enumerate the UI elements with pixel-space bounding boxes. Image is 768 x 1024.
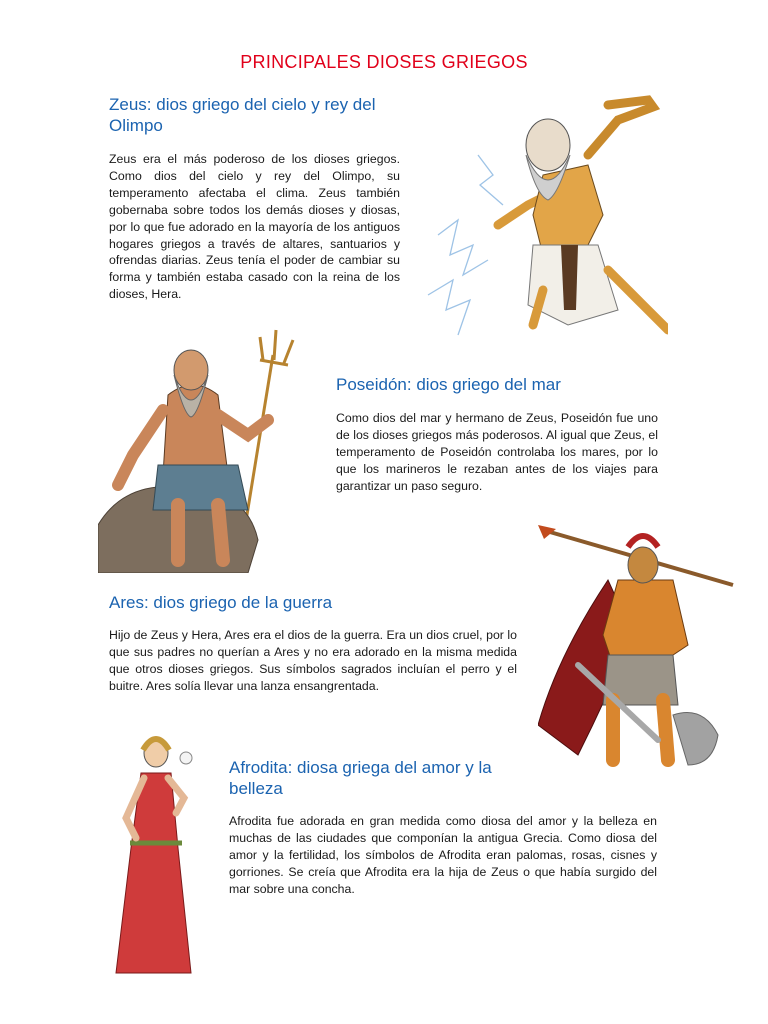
poseidon-heading: Poseidón: dios griego del mar (336, 375, 561, 394)
zeus-text: Zeus era el más poderoso de los dioses griegos. Como dios del cielo y rey del Olimpo, su temperamento afectaba el clima. Zeus también gobernaba sobre todos los demás dioses y diosas, por lo que fue adorado en la mayoría de los antiguos hogares griegos a través de altares, santuarios y ofrendas diarias. Zeus tenía el poder de cambiar su forma y también estaba casado con la reina de los dioses, Hera. (109, 152, 400, 302)
page-title: PRINCIPALES DIOSES GRIEGOS (240, 52, 528, 72)
poseidon-text: Como dios del mar y hermano de Zeus, Poseidón fue uno de los dioses griegos más poderosos. Al igual que Zeus, el temperamento de Poseidón controlaba los mares, por lo que los marineros le rezaban antes de los viajes para garantizar un paso seguro. (336, 411, 658, 493)
ares-heading: Ares: dios griego de la guerra (109, 593, 333, 612)
ares-text: Hijo de Zeus y Hera, Ares era el dios de la guerra. Era un dios cruel, por lo que sus padres no querían a Ares y no era adorado en la misma medida que otros dioses griegos. Sus símbolos sagrados incluían el perro y el buitre. Ares solía llevar una lanza ensangrentada. (109, 628, 517, 693)
aphrodite-illustration (106, 728, 206, 980)
poseidon-illustration (98, 325, 323, 573)
dove-icon (180, 752, 192, 764)
aphrodite-text: Afrodita fue adorada en gran medida como diosa del amor y la belleza en muchas de las ciudades que componían la antigua Grecia. Como diosa del amor y la fertilidad, los símbolos de Afrodita eran palomas, rosas, cisnes y gorriones. Se creía que Afrodita era la hija de Zeus o que había surgido del mar sobre una concha. (229, 814, 657, 896)
ares-illustration (538, 525, 738, 780)
zeus-heading: Zeus: dios griego del cielo y rey del Olimpo (109, 95, 376, 135)
zeus-illustration (418, 95, 668, 345)
lightning-icon (428, 155, 503, 335)
aphrodite-heading: Afrodita: diosa griega del amor y la belleza (229, 758, 492, 798)
